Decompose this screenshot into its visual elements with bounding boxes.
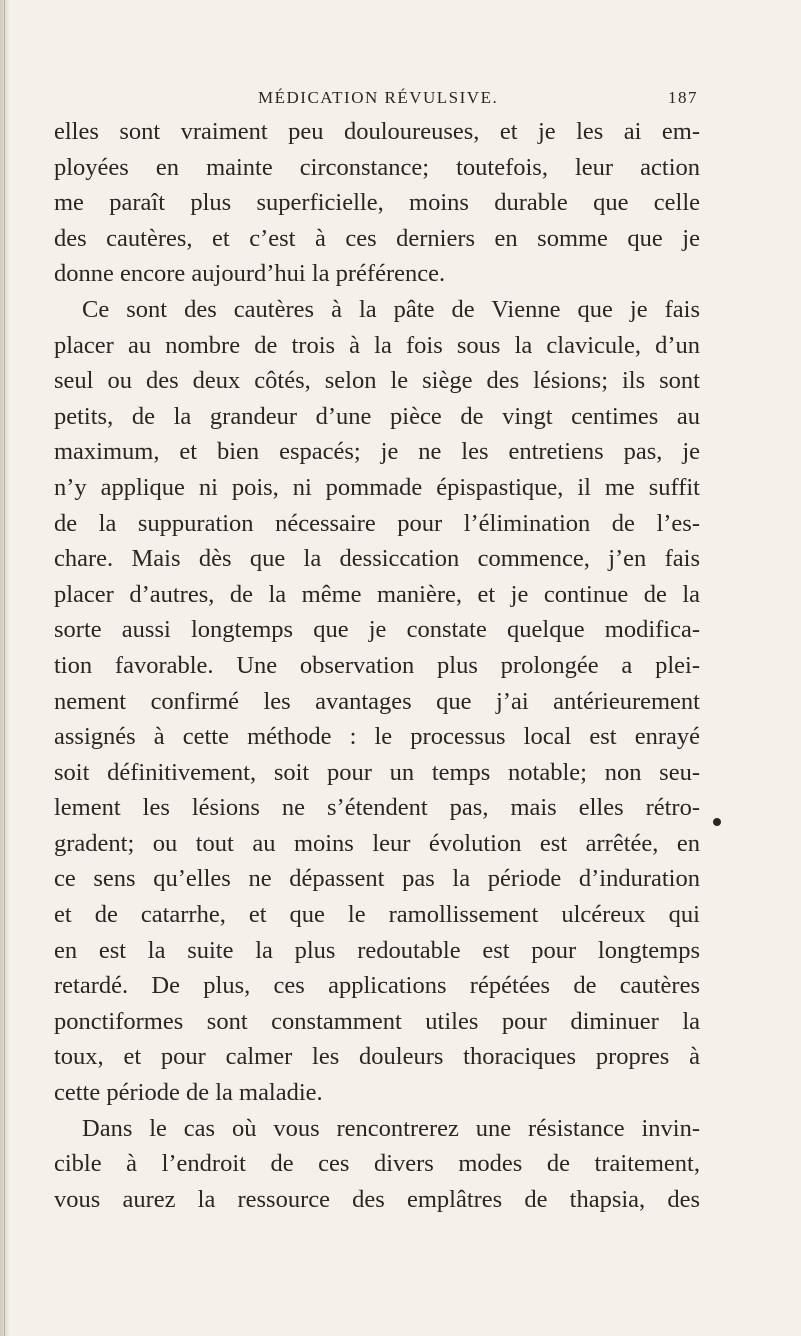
text-line: ce sens qu’elles ne dépassent pas la période d’induration xyxy=(54,865,700,893)
text-line: ponctiformes sont constamment utiles pour diminuer la xyxy=(54,1007,700,1035)
text-line: des cautères, et c’est à ces derniers en somme que je xyxy=(54,224,700,252)
text-line: soit définitivement, soit pour un temps notable; non seu- xyxy=(54,758,700,786)
text-line: assignés à cette méthode : le processus local est enrayé xyxy=(54,723,700,751)
page-header xyxy=(258,88,698,112)
text-line: en est la suite la plus redoutable est pour longtemps xyxy=(54,936,700,964)
text-line: maximum, et bien espacés; je ne les entretiens pas, je xyxy=(54,438,700,466)
text-line: tion favorable. Une observation plus prolongée a plei- xyxy=(54,651,700,679)
text-line: seul ou des deux côtés, selon le siège des lésions; ils sont xyxy=(54,367,700,395)
running-title: MÉDICATION RÉVULSIVE. xyxy=(258,88,499,107)
text-line: toux, et pour calmer les douleurs thoraciques propres à xyxy=(54,1043,700,1071)
text-line: de la suppuration nécessaire pour l’élimination de l’es- xyxy=(54,509,700,537)
text-line: n’y applique ni pois, ni pommade épispastique, il me suffit xyxy=(54,473,700,501)
text-line: placer au nombre de trois à la fois sous la clavicule, d’un xyxy=(54,331,700,359)
text-line: retardé. De plus, ces applications répétées de cautères xyxy=(54,972,700,1000)
text-line: cible à l’endroit de ces divers modes de traitement, xyxy=(54,1150,700,1178)
text-line: et de catarrhe, et que le ramollissement ulcéreux qui xyxy=(54,901,700,929)
text-line: petits, de la grandeur d’une pièce de vingt centimes au xyxy=(54,402,700,430)
page-number: 187 xyxy=(668,88,698,107)
ink-spot xyxy=(713,818,721,826)
text-line: gradent; ou tout au moins leur évolution est arrêtée, en xyxy=(54,829,700,857)
body-text xyxy=(54,114,700,1217)
text-line: nement confirmé les avantages que j’ai antérieurement xyxy=(54,687,700,715)
text-line: placer d’autres, de la même manière, et je continue de la xyxy=(54,580,700,608)
text-line: cette période de la maladie. xyxy=(54,1079,323,1107)
text-line: chare. Mais dès que la dessiccation commence, j’en fais xyxy=(54,545,700,573)
text-line: Ce sont des cautères à la pâte de Vienne que je fais xyxy=(82,295,700,323)
text-line: elles sont vraiment peu douloureuses, et je les ai em- xyxy=(54,118,700,145)
text-line: sorte aussi longtemps que je constate quelque modifica- xyxy=(54,616,700,644)
text-line: donne encore aujourd’hui la préférence. xyxy=(54,260,446,288)
text-line: Dans le cas où vous rencontrerez une résistance invin- xyxy=(82,1114,700,1142)
text-line: me paraît plus superficielle, moins durable que celle xyxy=(54,189,700,217)
page-edge-line xyxy=(4,0,5,1336)
text-line: lement les lésions ne s’étendent pas, mais elles rétro- xyxy=(54,794,700,822)
page-edge xyxy=(0,0,10,1336)
text-line: vous aurez la ressource des emplâtres de thapsia, des xyxy=(54,1185,700,1213)
text-line: ployées en mainte circonstance; toutefois, leur action xyxy=(54,153,700,181)
